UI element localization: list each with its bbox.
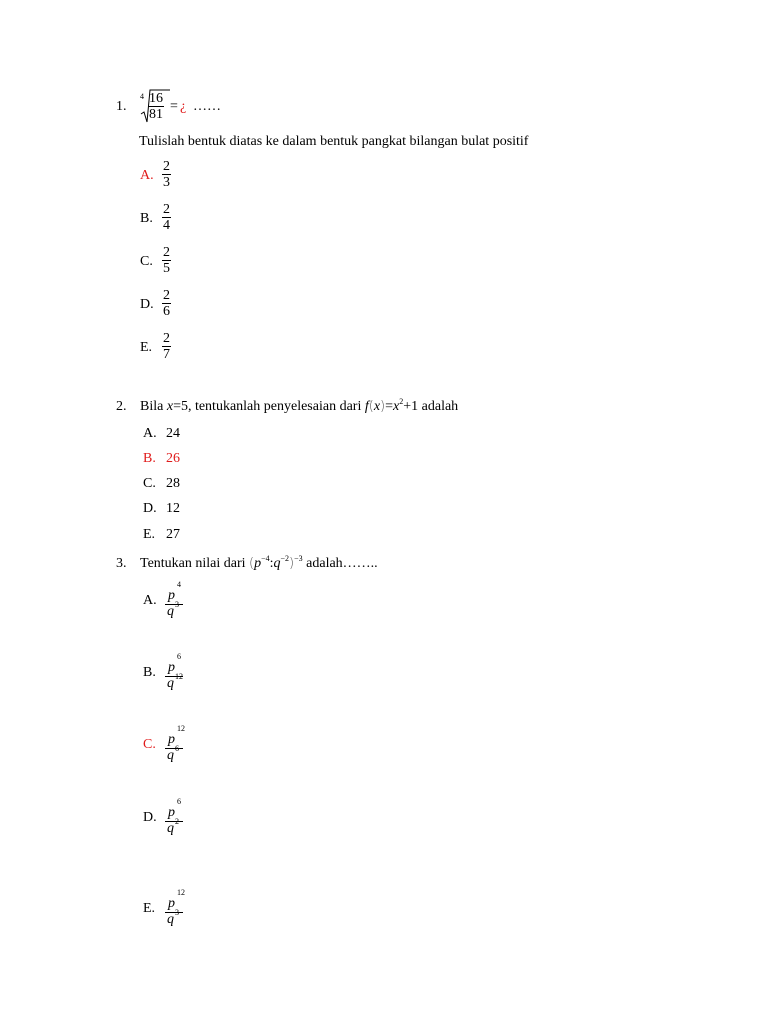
option-label: E. [140,340,153,355]
text-segment: +1 [403,399,419,414]
function-f: f [364,399,369,414]
variable-q: q [167,912,174,927]
root-fraction [148,91,164,122]
root-numerator: 16 [149,91,163,106]
fraction-numerator: 2 [163,288,170,303]
fraction-numerator: 2 [163,245,170,260]
option-value: 27 [166,527,180,542]
variable-p: p [168,896,175,911]
text-segment: adalah…….. [302,556,378,571]
function-argument: x [373,399,381,414]
p-exponent: 12 [177,724,185,733]
option-fraction [164,652,190,691]
question-number: 1. [116,99,127,114]
open-paren: ( [368,399,374,414]
variable-x: x [393,399,400,414]
option-label: B. [140,211,153,226]
fraction-numerator: 2 [163,159,170,174]
variable-p: p [168,660,175,675]
q-exponent: 3 [175,600,179,609]
exponent: −3 [294,554,303,563]
option-value: 12 [166,501,180,516]
fraction-denominator: 6 [163,304,170,319]
option-label: C. [140,254,153,269]
variable-p: p [168,805,175,820]
option-fraction [162,202,171,233]
variable-p: p [168,732,175,747]
option-fraction [164,580,190,619]
option-label: B. [143,451,156,466]
text-segment: Bila [140,399,167,414]
p-exponent: 6 [177,797,181,806]
variable-q: q [167,748,174,763]
option-value: 28 [166,476,180,491]
option-label: A. [140,168,154,183]
q-exponent: 2 [175,817,179,826]
variable-q: q [167,604,174,619]
equals-sign: = [385,399,394,414]
exponent: −2 [280,554,290,563]
q-exponent: 3 [175,908,179,917]
text-segment: Tentukan nilai dari [140,556,250,571]
option-value: 26 [166,451,180,466]
option-fraction [162,331,171,362]
answer-dots: …… [193,99,221,114]
option-fraction [162,245,171,276]
fraction-denominator: 7 [163,347,170,362]
fraction-numerator: 2 [163,331,170,346]
option-label: E. [143,901,156,916]
option-label: D. [143,810,157,825]
garbled-character: ¿ [180,99,187,114]
option-label: C. [143,476,156,491]
p-exponent: 12 [177,888,185,897]
option-fraction [164,724,190,763]
q-exponent: 6 [175,744,179,753]
variable-q: q [167,821,174,836]
p-exponent: 6 [177,652,181,661]
root-index: 4 [140,92,144,101]
variable-x: x [166,399,174,414]
variable-q: q [273,556,281,571]
root-denominator: 81 [149,107,163,122]
question-number: 3. [116,556,127,571]
open-paren: ( [249,556,255,571]
option-fraction [164,797,190,836]
question-number: 2. [116,399,127,414]
fraction-denominator: 3 [163,175,170,190]
fraction-denominator: 4 [163,218,170,233]
option-fraction [162,159,171,190]
text-segment: =5, tentukanlah penyelesaian dari [173,399,365,414]
close-paren: ) [380,399,386,414]
q-exponent: 12 [175,672,183,681]
question-text [140,399,458,415]
question-instruction: Tulislah bentuk diatas ke dalam bentuk pangkat bilangan bulat positif [139,134,529,149]
colon: : [269,556,274,571]
variable-q: q [167,676,174,691]
option-label: B. [143,665,156,680]
option-value: 24 [166,426,180,441]
option-label: C. [143,737,156,752]
option-label: A. [143,593,157,608]
variable-p: p [254,556,262,571]
p-exponent: 4 [177,580,181,589]
text-segment: adalah [418,399,459,414]
option-label: A. [143,426,157,441]
close-paren: ) [289,556,295,571]
exponent: −4 [261,554,270,563]
variable-p: p [168,588,175,603]
equals-sign: = [170,99,178,114]
fraction-denominator: 5 [163,261,170,276]
option-fraction [164,888,190,927]
option-fraction [162,288,171,319]
exponent: 2 [399,397,404,406]
question-text [140,556,378,572]
option-label: D. [140,297,154,312]
fraction-numerator: 2 [163,202,170,217]
option-label: E. [143,527,156,542]
option-label: D. [143,501,157,516]
